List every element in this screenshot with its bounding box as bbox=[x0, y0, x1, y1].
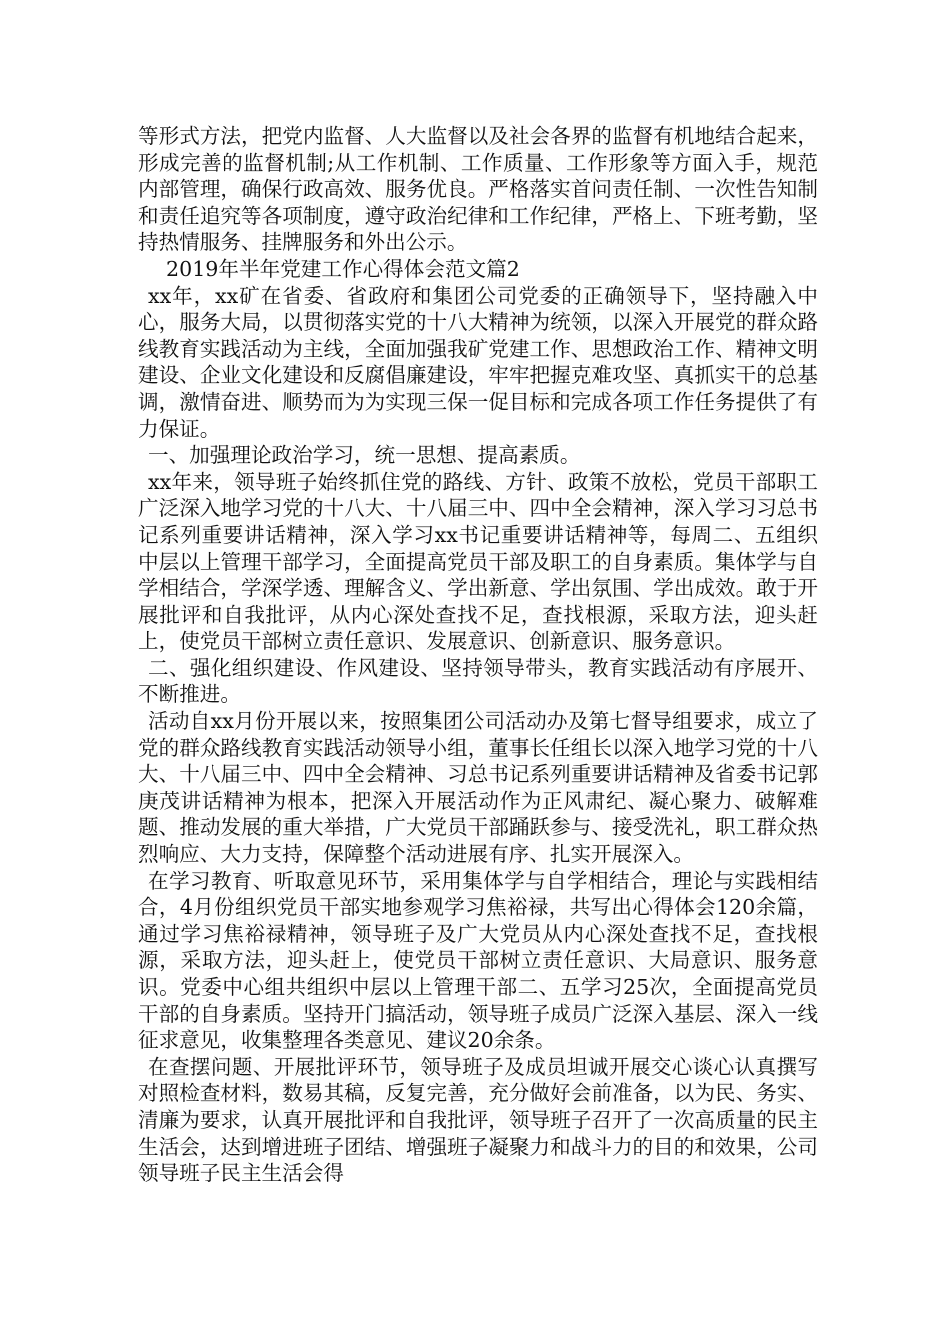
paragraph-study-education: 在学习教育、听取意见环节，采用集体学与自学相结合，理论与实践相结合，4月份组织党员干部实地参观学习焦裕禄，共写出心得体会120余篇，通过学习焦裕禄精神，领导班子及广大党员从内心深处查找不足，查找根源，采取方法，迎头赶上，使党员干部树立责任意识、大局意识、服务意识。党委中心组共组织中层以上管理干部二、五学习25次，全面提高党员干部的自身素质。坚持开门搞活动，领导班子成员广泛深入基层、深入一线征求意见，收集整理各类意见、建议20余条。 bbox=[138, 868, 818, 1053]
paragraph-activity: 活动自xx月份开展以来，按照集团公司活动办及第七督导组要求，成立了党的群众路线教育实践活动领导小组，董事长任组长以深入地学习党的十八大、十八届三中、四中全会精神、习总书记系列重要讲话精神及省委书记郭庚茂讲话精神为根本，把深入开展活动作为正风肃纪、凝心聚力、破解难题、推动发展的重大举措，广大党员干部踊跃参与、接受洗礼，职工群众热烈响应、大力支持，保障整个活动进展有序、扎实开展深入。 bbox=[138, 709, 818, 867]
paragraph-criticism: 在查摆问题、开展批评环节，领导班子及成员坦诚开展交心谈心认真撰写对照检查材料，数易其稿，反复完善，充分做好会前准备，以为民、务实、清廉为要求，认真开展批评和自我批评，领导班子召开了一次高质量的民主生活会，达到增进班子团结、增强班子凝聚力和战斗力的目的和效果，公司领导班子民主生活会得 bbox=[138, 1054, 818, 1186]
document-body bbox=[138, 123, 818, 1187]
paragraph-intro: xx年，xx矿在省委、省政府和集团公司党委的正确领导下，坚持融入中心，服务大局，以贯彻落实党的十八大精神为统领，以深入开展党的群众路线教育实践活动为主线，全面加强我矿党建工作、思想政治工作、精神文明建设、企业文化建设和反腐倡廉建设，牢牢把握克难攻坚、真抓实干的总基调，激情奋进、顺势而为为实现三保一促目标和完成各项工作任务提供了有力保证。 bbox=[138, 283, 818, 441]
section-title: 2019年半年党建工作心得体会范文篇2 bbox=[166, 256, 520, 281]
heading-theory-study: 一、加强理论政治学习，统一思想、提高素质。 bbox=[148, 443, 581, 468]
paragraph-supervision: 等形式方法，把党内监督、人大监督以及社会各界的监督有机地结合起来，形成完善的监督机制;从工作机制、工作质量、工作形象等方面入手，规范内部管理，确保行政高效、服务优良。严格落实首问责任制、一次性告知制和责任追究等各项制度，遵守政治纪律和工作纪律，严格上、下班考勤，坚持热情服务、挂牌服务和外出公示。 bbox=[138, 124, 818, 255]
heading-organization-building: 二、强化组织建设、作风建设、坚持领导带头，教育实践活动有序展开、不断推进。 bbox=[138, 655, 818, 707]
paragraph-theory-study: xx年来，领导班子始终抓住党的路线、方针、政策不放松，党员干部职工广泛深入地学习党的十八大、十八届三中、四中全会精神，深入学习习总书记系列重要讲话精神，深入学习xx书记重要讲话精神等，每周二、五组织中层以上管理干部学习，全面提高党员干部及职工的自身素质。集体学与自学相结合，学深学透、理解含义、学出新意、学出氛围、学出成效。敢于开展批评和自我批评，从内心深处查找不足，查找根源，采取方法，迎头赶上，使党员干部树立责任意识、发展意识、创新意识、服务意识。 bbox=[138, 469, 818, 654]
